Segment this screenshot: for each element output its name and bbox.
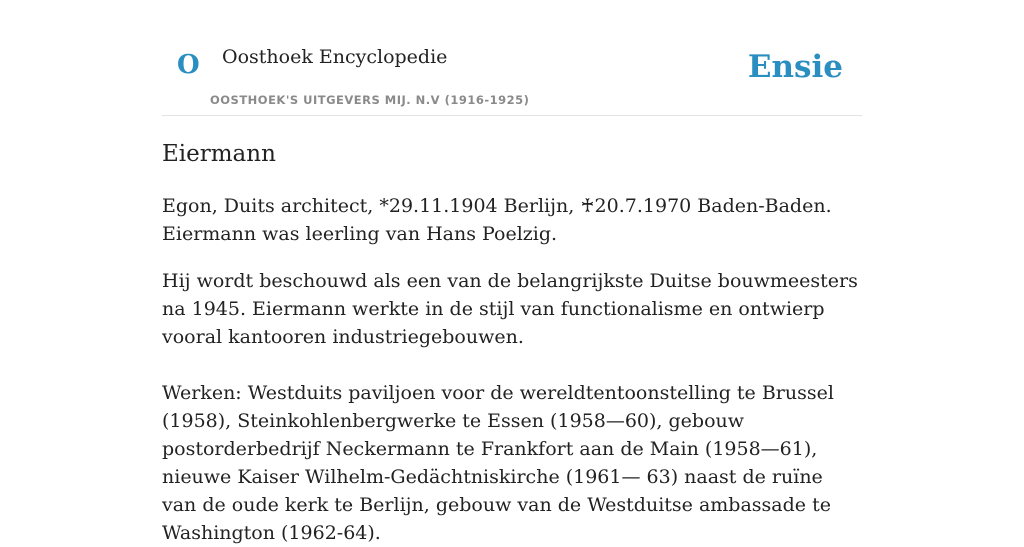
article-paragraph: Hij wordt beschouwd als een van de belangrijkste Duitse bouwmeesters na 1945. Eiermann werkte in de stijl van functionalisme en ontwierp vooral kantooren industriegebouwen.	[162, 270, 858, 348]
main-container	[162, 0, 862, 544]
source-letter-icon[interactable]: O	[177, 50, 200, 80]
header	[162, 0, 862, 116]
source-title-link[interactable]: Oosthoek Encyclopedie	[222, 46, 448, 68]
ensie-logo[interactable]: Ensie	[747, 49, 843, 85]
page-title: Eiermann	[162, 141, 276, 167]
publisher-subtitle: OOSTHOEK'S UITGEVERS MIJ. N.V (1916-1925)	[210, 93, 530, 107]
article-paragraph: Egon, Duits architect, *29.11.1904 Berlijn, ♰20.7.1970 Baden-Baden. Eiermann was leerling van Hans Poelzig.	[162, 195, 832, 245]
article-paragraph: Werken: Westduits paviljoen voor de wereldtentoonstelling te Brussel (1958), Steinkohlenbergwerke te Essen (1958—60), gebouw postorderbedrijf Neckermann te Frankfort aan de Main (1958—61), nieuwe Kaiser Wilhelm-Gedächtniskirche (1961— 63) naast de ruïne van de oude kerk te Berlijn, gebouw van de Westduitse ambassade te Washington (1962-64).	[162, 382, 834, 544]
